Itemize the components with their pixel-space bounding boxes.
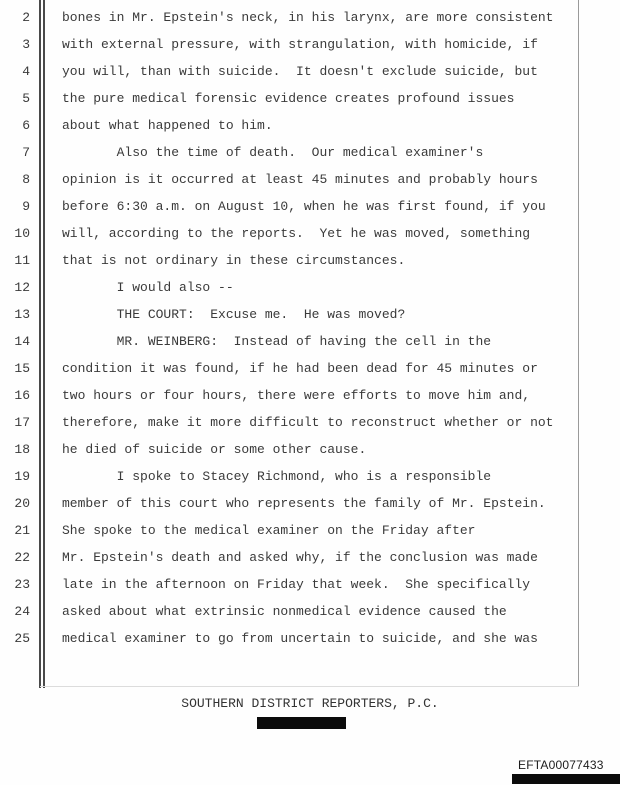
- line-text: MR. WEINBERG: Instead of having the cell in the: [62, 334, 492, 349]
- line-number: 10: [14, 226, 30, 241]
- transcript-line: [0, 544, 620, 571]
- bates-redaction-bar: [512, 774, 620, 784]
- line-number: 6: [22, 118, 30, 133]
- line-number: 21: [14, 523, 30, 538]
- transcript-line: [0, 625, 620, 652]
- line-number: 15: [14, 361, 30, 376]
- line-number: 9: [22, 199, 30, 214]
- transcript-line: [0, 220, 620, 247]
- line-number: 7: [22, 145, 30, 160]
- line-text: he died of suicide or some other cause.: [62, 442, 367, 457]
- line-text: about what happened to him.: [62, 118, 273, 133]
- transcript-line: [0, 355, 620, 382]
- line-number: 23: [14, 577, 30, 592]
- line-text: condition it was found, if he had been dead for 45 minutes or: [62, 361, 538, 376]
- line-number: 14: [14, 334, 30, 349]
- bottom-page-rule: [40, 686, 579, 687]
- line-number: 24: [14, 604, 30, 619]
- line-text: asked about what extrinsic nonmedical evidence caused the: [62, 604, 507, 619]
- line-text: before 6:30 a.m. on August 10, when he was first found, if you: [62, 199, 546, 214]
- reporter-footer-text: SOUTHERN DISTRICT REPORTERS, P.C.: [181, 696, 439, 711]
- line-number: 22: [14, 550, 30, 565]
- line-number: 4: [22, 64, 30, 79]
- line-number: 25: [14, 631, 30, 646]
- transcript-line: [0, 490, 620, 517]
- line-number: 3: [22, 37, 30, 52]
- line-text: opinion is it occurred at least 45 minutes and probably hours: [62, 172, 538, 187]
- transcript-line: [0, 301, 620, 328]
- line-text: you will, than with suicide. It doesn't exclude suicide, but: [62, 64, 538, 79]
- line-number: 20: [14, 496, 30, 511]
- line-number: 5: [22, 91, 30, 106]
- line-text: I spoke to Stacey Richmond, who is a responsible: [62, 469, 492, 484]
- line-text: medical examiner to go from uncertain to suicide, and she was: [62, 631, 538, 646]
- line-number: 16: [14, 388, 30, 403]
- transcript-line: [0, 85, 620, 112]
- transcript-line: [0, 193, 620, 220]
- transcript-line: [0, 382, 620, 409]
- transcript-line: [0, 139, 620, 166]
- footer-redaction-bar: [257, 717, 346, 729]
- line-text: She spoke to the medical examiner on the Friday after: [62, 523, 476, 538]
- transcript-line: [0, 436, 620, 463]
- line-text: THE COURT: Excuse me. He was moved?: [62, 307, 406, 322]
- line-text: Also the time of death. Our medical examiner's: [62, 145, 484, 160]
- bates-number: EFTA00077433: [518, 758, 604, 772]
- line-text: bones in Mr. Epstein's neck, in his larynx, are more consistent: [62, 10, 554, 25]
- line-number: 18: [14, 442, 30, 457]
- line-text: the pure medical forensic evidence creates profound issues: [62, 91, 515, 106]
- transcript-line: [0, 31, 620, 58]
- transcript-line: [0, 4, 620, 31]
- line-number: 17: [14, 415, 30, 430]
- line-text: that is not ordinary in these circumstances.: [62, 253, 406, 268]
- line-number: 19: [14, 469, 30, 484]
- line-number: 8: [22, 172, 30, 187]
- transcript-line: [0, 58, 620, 85]
- line-text: two hours or four hours, there were efforts to move him and,: [62, 388, 531, 403]
- transcript-line: [0, 517, 620, 544]
- transcript-line: [0, 463, 620, 490]
- line-number: 12: [14, 280, 30, 295]
- transcript-line: [0, 328, 620, 355]
- line-number: 11: [14, 253, 30, 268]
- line-text: member of this court who represents the family of Mr. Epstein.: [62, 496, 546, 511]
- transcript-line: [0, 274, 620, 301]
- transcript-line: [0, 571, 620, 598]
- line-text: will, according to the reports. Yet he was moved, something: [62, 226, 531, 241]
- line-text: late in the afternoon on Friday that week. She specifically: [62, 577, 531, 592]
- transcript-line: [0, 409, 620, 436]
- transcript-line: [0, 166, 620, 193]
- transcript-lines: [0, 4, 620, 652]
- transcript-line: [0, 112, 620, 139]
- line-number: 2: [22, 10, 30, 25]
- line-text: I would also --: [62, 280, 234, 295]
- line-text: with external pressure, with strangulation, with homicide, if: [62, 37, 538, 52]
- line-number: 13: [14, 307, 30, 322]
- line-text: Mr. Epstein's death and asked why, if the conclusion was made: [62, 550, 538, 565]
- transcript-line: [0, 598, 620, 625]
- line-text: therefore, make it more difficult to reconstruct whether or not: [62, 415, 554, 430]
- transcript-line: [0, 247, 620, 274]
